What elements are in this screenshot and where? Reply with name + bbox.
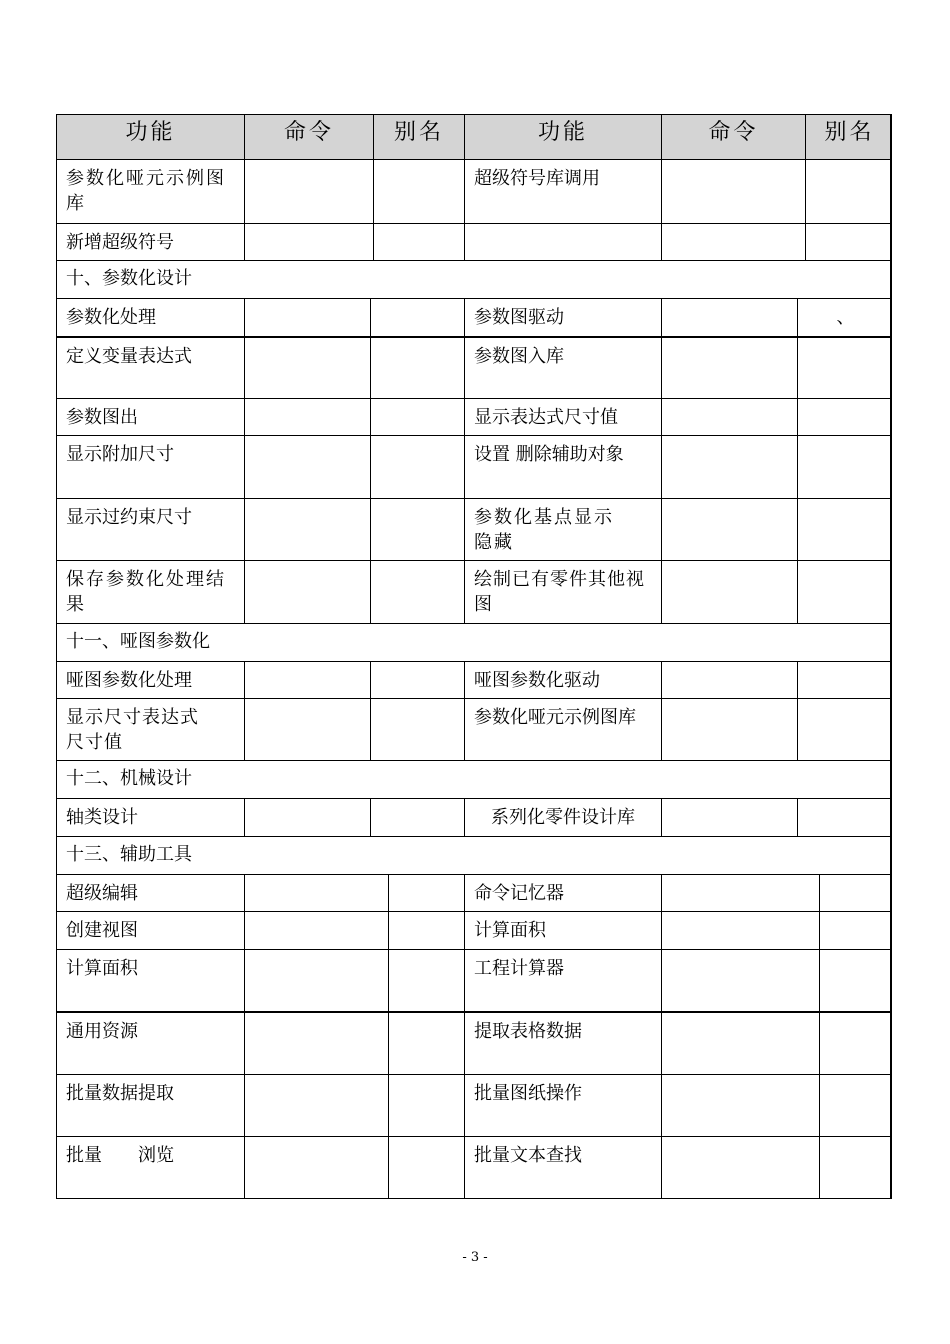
table-row [56,1012,892,1075]
command-cell [245,1075,389,1136]
function-cell: 参数图入库 [465,338,662,398]
section-row [56,761,892,799]
alias-cell [371,399,465,435]
alias-cell [820,1137,893,1198]
command-cell [662,699,798,760]
table-row [56,224,892,261]
alias-cell [371,299,465,336]
command-cell [245,160,374,223]
alias-cell [798,399,893,435]
function-cell: 命令记忆器 [465,875,662,911]
command-cell [245,912,389,949]
table-header-row [56,114,892,160]
alias-cell [389,1013,465,1074]
command-cell [245,1137,389,1198]
command-cell [662,160,806,223]
function-cell: 批量文本查找 [465,1137,662,1198]
function-cell: 批量图纸操作 [465,1075,662,1136]
alias-cell [806,224,893,260]
function-cell: 系列化零件设计库 [465,799,662,836]
alias-cell [806,160,893,223]
function-cell: 计算面积 [465,912,662,949]
table-row [56,950,892,1012]
alias-cell [371,662,465,698]
function-cell: 保存参数化处理结果 [57,561,245,623]
table-row [56,875,892,912]
command-cell [662,1013,820,1074]
command-cell [662,1137,820,1198]
command-cell [662,399,798,435]
table-row [56,799,892,837]
function-cell [465,224,662,260]
function-cell: 新增超级符号 [57,224,245,260]
command-cell [662,299,798,336]
command-cell [662,224,806,260]
command-cell [662,436,798,498]
function-cell: 超级编辑 [57,875,245,911]
header-function-2: 功能 [465,115,662,159]
alias-cell [798,799,893,836]
alias-cell [374,224,465,260]
function-cell: 计算面积 [57,950,245,1011]
function-cell: 参数化哑元示例图库 [57,160,245,223]
table-row [56,299,892,337]
alias-cell [374,160,465,223]
command-cell [662,1075,820,1136]
command-table [56,114,892,1199]
alias-cell [371,499,465,560]
alias-cell [798,699,893,760]
command-cell [662,338,798,398]
alias-cell [820,1075,893,1136]
alias-cell [820,950,893,1011]
section-row [56,261,892,299]
alias-cell [798,561,893,623]
command-cell [662,912,820,949]
command-cell [662,875,820,911]
alias-cell [371,799,465,836]
alias-cell [798,499,893,560]
function-cell: 超级符号库调用 [465,160,662,223]
function-cell: 哑图参数化处理 [57,662,245,698]
table-row [56,436,892,499]
function-cell: 定义变量表达式 [57,338,245,398]
command-cell [662,799,798,836]
alias-cell [820,1013,893,1074]
command-cell [245,436,371,498]
table-row [56,561,892,624]
alias-cell [389,912,465,949]
section-title: 十、参数化设计 [66,268,192,289]
command-cell [245,950,389,1011]
command-cell [245,875,389,911]
section-row [56,837,892,875]
function-cell: 参数图驱动 [465,299,662,336]
command-cell [245,399,371,435]
alias-cell [389,1075,465,1136]
command-cell [245,561,371,623]
function-cell: 批量 浏览 [57,1137,245,1198]
alias-cell [371,699,465,760]
section-title: 十三、辅助工具 [66,844,192,865]
header-alias-2: 别名 [824,120,875,145]
function-cell: 参数化哑元示例图库 [465,699,662,760]
function-cell: 显示过约束尺寸 [57,499,245,560]
command-cell [245,699,371,760]
alias-cell [798,338,893,398]
alias-cell [371,561,465,623]
table-row [56,1075,892,1137]
function-cell: 批量数据提取 [57,1075,245,1136]
function-cell: 显示表达式尺寸值 [465,399,662,435]
command-cell [245,338,371,398]
table-row [56,337,892,399]
section-title: 十二、机械设计 [66,768,192,789]
function-cell: 显示尺寸表达式 尺寸值 [57,699,245,760]
command-cell [245,1013,389,1074]
section-title: 十一、哑图参数化 [66,631,210,652]
function-cell: 参数化基点显示 隐藏 [465,499,662,560]
function-cell: 创建视图 [57,912,245,949]
function-cell: 工程计算器 [465,950,662,1011]
alias-cell [389,875,465,911]
command-cell [662,499,798,560]
section-row [56,624,892,662]
alias-cell [371,338,465,398]
table-row [56,662,892,699]
command-cell [245,799,371,836]
header-command: 命令 [245,115,374,159]
function-cell: 轴类设计 [57,799,245,836]
table-row [56,1137,892,1199]
function-cell: 绘制已有零件其他视图 [465,561,662,623]
function-cell: 通用资源 [57,1013,245,1074]
table-row [56,699,892,761]
table-row [56,399,892,436]
alias-cell [798,436,893,498]
table-row [56,912,892,950]
alias-cell [389,950,465,1011]
command-cell [662,950,820,1011]
alias-cell [820,875,893,911]
command-cell [662,561,798,623]
function-cell: 提取表格数据 [465,1013,662,1074]
alias-cell [371,436,465,498]
alias-cell [389,1137,465,1198]
function-cell: 哑图参数化驱动 [465,662,662,698]
command-cell [662,662,798,698]
header-alias: 别名 [374,115,465,159]
alias-cell: 、 [836,307,855,328]
alias-cell [820,912,893,949]
table-row [56,499,892,561]
command-cell [245,224,374,260]
function-cell: 参数图出 [57,399,245,435]
header-function: 功能 [57,115,245,159]
function-cell: 参数化处理 [57,299,245,336]
function-cell: 显示附加尺寸 [57,436,245,498]
page-number: - 3 - [462,1250,488,1265]
table-row [56,160,892,224]
alias-cell [798,662,893,698]
command-cell [245,299,371,336]
header-command-2: 命令 [662,115,806,159]
function-cell: 设置 删除辅助对象 [465,436,662,498]
command-cell [245,499,371,560]
command-cell [245,662,371,698]
